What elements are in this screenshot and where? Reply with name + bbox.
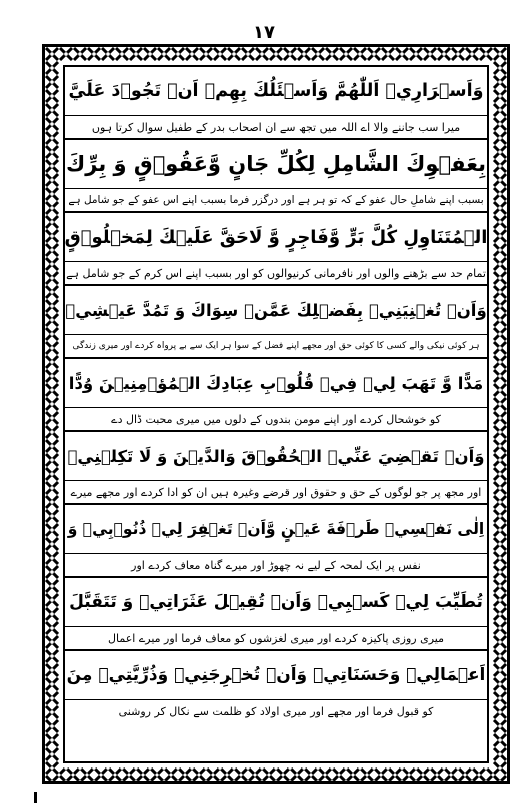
arabic-line: اِلٰى نَفۡسِيۡ طَرۡفَةَ عَيۡنٍ وَّاَنۡ تَغۡفِرَ لِيۡ ذُنُوۡبِيۡ وَ (65, 505, 487, 554)
arabic-line: وَاَنۡ تُغۡنِيَنِيۡ بِفَضۡلِكَ عَمَّنۡ سِوَاكَ وَ تَمُدَّ عَيۡشِيۡ (65, 286, 487, 335)
page-number: ۱۷ (253, 22, 275, 43)
urdu-translation: میرا سب جاننے والا اے اللہ میں تجھ سے ان اصحاب بدر کے طفیل سوال کرتا ہوں (65, 116, 487, 140)
urdu-translation: اور مجھ پر جو لوگوں کے حق و حقوق اور قرضے وغیرہ ہیں ان کو ادا کردے اور مجھے میرے (65, 481, 487, 505)
arabic-line: وَاَسۡرَارِيۡ اَللّٰهُمَّ وَاَسۡئَلُكَ بِهِمۡ اَنۡ تَجُوۡدَ عَلَيَّ (65, 67, 487, 116)
arabic-line: اَعۡمَالِيۡ وَحَسَنَاتِيۡ وَاَنۡ تُخۡرِجَنِيۡ وَذُرِّيَّتِيۡ مِنَ (65, 651, 487, 700)
arabic-line: مَدًّا وَّ تَهَبَ لِيۡ فِيۡ قُلُوۡبِ عِبَادِكَ الۡمُؤۡمِنِيۡنَ وُدًّا (65, 359, 487, 408)
ornamental-border (42, 44, 510, 784)
arabic-line: بِعَفۡوِكَ الشَّامِلِ لِكُلِّ جَانٍ وَّعَقُوۡقٍ وَ بِرِّكَ (65, 140, 487, 189)
urdu-translation: بسبب اپنے شاملِ حال عفو کے کہ تو ہر ہے اور درگزر فرما بسبب اپنے اس عفو کے جو شامل ہے (65, 189, 487, 213)
urdu-translation: نفس پر ایک لمحہ کے لیے نہ چھوڑ اور میرے گناہ معاف کردے اور (65, 554, 487, 578)
urdu-translation: تمام حد سے بڑھنے والوں اور نافرمانی کرنیوالوں کو اور بسبب اپنے اس کرم کے جو شامل ہے (65, 262, 487, 286)
arabic-line: تُطَيِّبَ لِيۡ كَسۡبِيۡ وَاَنۡ تُقِيۡلَ عَثَرَاتِيۡ وَ تَتَقَبَّلَ (65, 578, 487, 627)
text-panel (63, 65, 489, 763)
urdu-translation: ہر کوئی نیکی والے کسی کا کوئی حق اور مجھے اپنے فضل کے سوا ہر ایک سے بے پرواہ کردے اور میری زندگی (65, 335, 487, 359)
arabic-line: الۡمُتَنَاوِلِ كُلَّ بَرٍّ وَّفَاجِرٍ وَّ لَاحَقَّ عَلَيۡكَ لِمَخۡلُوۡقٍ (65, 213, 487, 262)
urdu-translation: کو قبول فرما اور مجھے اور میری اولاد کو ظلمت سے نکال کر روشنی (118, 704, 434, 718)
arabic-line: وَاَنۡ تَقۡضِيَ عَنِّيۡ الۡحُقُوۡقَ وَالدَّيۡنَ وَ لَا تَكِلۡنِيۡ (65, 432, 487, 481)
urdu-translation: کو خوشحال کردے اور اپنے مومن بندوں کے دلوں میں میری محبت ڈال دے (65, 408, 487, 432)
scan-mark (34, 792, 37, 803)
urdu-translation: میری روزی پاکیزہ کردے اور میری لغزشوں کو معاف فرما اور میرے اعمال (65, 627, 487, 651)
